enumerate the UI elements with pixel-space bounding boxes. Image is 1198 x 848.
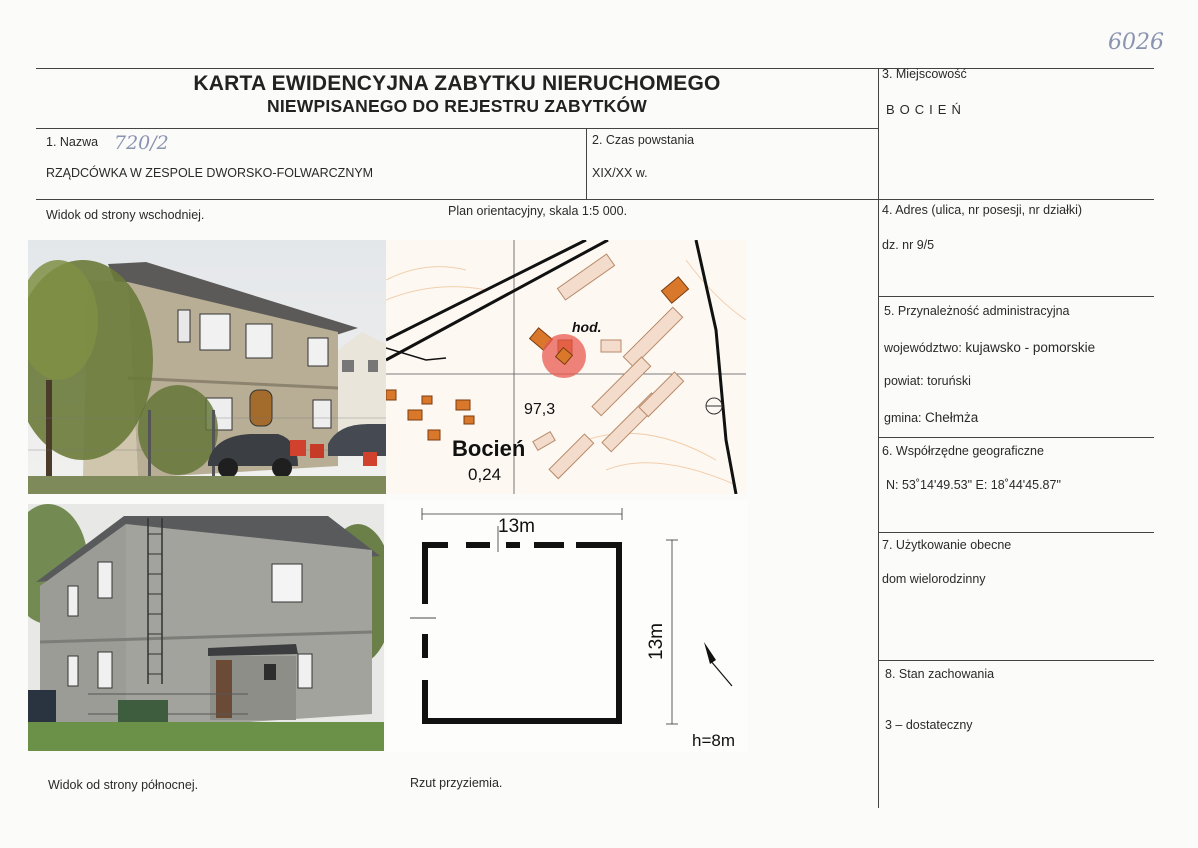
title-bottom-line — [36, 128, 878, 129]
voivodeship-value: kujawsko - pomorskie — [965, 340, 1096, 355]
site-plan-map — [386, 240, 746, 494]
ground-floor-plan — [386, 500, 748, 752]
address-label: 4. Adres (ulica, nr posesji, nr działki) — [882, 203, 1083, 217]
site-plan-caption: Plan orientacyjny, skala 1:5 000. — [448, 204, 628, 218]
address-bottom-line — [878, 296, 1154, 297]
ground-plan-caption: Rzut przyziemia. — [410, 776, 503, 790]
archive-number: 6026 — [1108, 30, 1164, 55]
map-elevation-label: 97,3 — [524, 401, 556, 418]
commune-label: gmina: — [884, 411, 922, 425]
voivodeship-row — [884, 340, 1095, 355]
county-value: toruński — [927, 374, 971, 388]
name-value: RZĄDCÓWKA W ZESPOLE DWORSKO-FOLWARCZNYM — [46, 166, 374, 180]
locality-label: 3. Miejscowość — [882, 67, 967, 81]
construction-time-value: XIX/XX w. — [592, 166, 648, 180]
card-title-line2: NIEWPISANEGO DO REJESTRU ZABYTKÓW — [267, 96, 647, 116]
coordinates-value: N: 53˚14'49.53" E: 18˚44'45.87" — [886, 478, 1061, 492]
map-place-label: Bocień — [452, 436, 526, 461]
coords-bottom-line — [878, 532, 1154, 533]
usage-bottom-line — [878, 660, 1154, 661]
name-row-bottom-line — [36, 199, 1154, 200]
voivodeship-label: województwo: — [884, 341, 962, 355]
width-dimension-label: 13m — [498, 516, 535, 537]
address-value: dz. nr 9/5 — [882, 238, 935, 252]
height-label: h=8m — [692, 731, 735, 750]
card-title-line1: KARTA EWIDENCYJNA ZABYTKU NIERUCHOMEGO — [193, 72, 721, 95]
commune-row — [884, 410, 978, 425]
condition-label: 8. Stan zachowania — [885, 667, 995, 681]
commune-value: Chełmża — [925, 410, 979, 425]
top-border — [36, 68, 1154, 69]
depth-dimension-label: 13m — [646, 623, 667, 660]
condition-value: 3 – dostateczny — [885, 718, 973, 732]
map-area-label: 0,24 — [468, 465, 502, 484]
county-row — [884, 374, 971, 388]
north-view-photo — [28, 504, 384, 751]
map-label-hod: hod. — [572, 319, 602, 335]
east-view-photo — [28, 240, 386, 494]
admin-bottom-line — [878, 437, 1154, 438]
east-view-caption: Widok od strony wschodniej. — [46, 208, 205, 222]
locality-value: BOCIEŃ — [886, 102, 966, 117]
name-label: 1. Nazwa — [46, 135, 99, 149]
county-label: powiat: — [884, 374, 924, 388]
north-view-caption: Widok od strony północnej. — [48, 778, 199, 792]
coordinates-label: 6. Współrzędne geograficzne — [882, 444, 1044, 458]
name-date-divider — [586, 128, 587, 199]
construction-time-label: 2. Czas powstania — [592, 133, 695, 147]
inventory-number-handwritten: 720/2 — [114, 132, 169, 154]
current-use-label: 7. Użytkowanie obecne — [882, 538, 1012, 552]
admin-label: 5. Przynależność administracyjna — [884, 304, 1070, 318]
current-use-value: dom wielorodzinny — [882, 572, 986, 586]
right-column-divider — [878, 68, 879, 808]
